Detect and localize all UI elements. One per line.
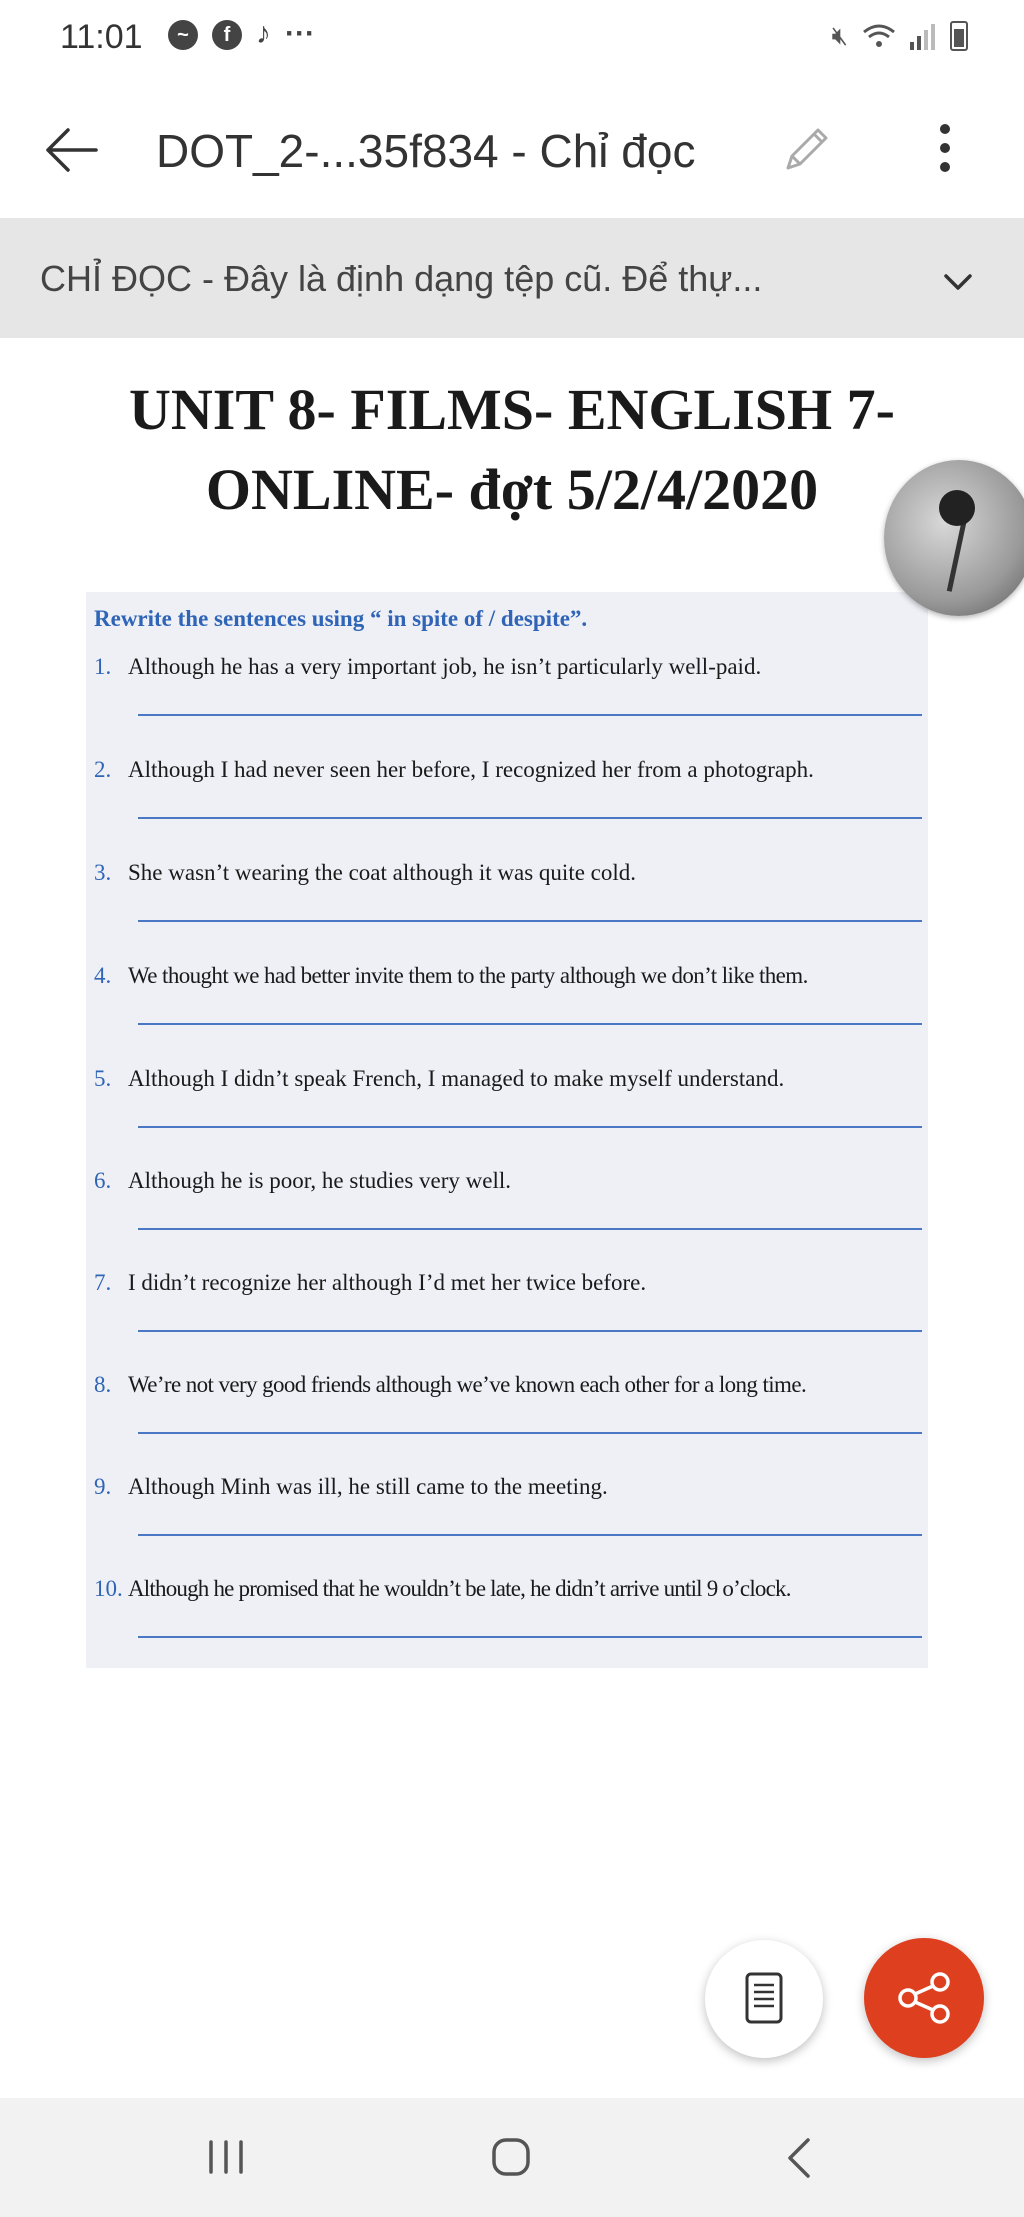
- share-button[interactable]: [864, 1938, 984, 2058]
- worksheet-instruction: Rewrite the sentences using “ in spite of / despite”.: [94, 606, 588, 631]
- answer-line: [138, 714, 922, 716]
- answer-line: [138, 1126, 922, 1128]
- avatar[interactable]: [884, 460, 1024, 616]
- exercise-text: Although he promised that he wouldn’t be late, he didn’t arrive until 9 o’clock.: [128, 1576, 791, 1601]
- back-arrow-icon[interactable]: [40, 120, 100, 180]
- worksheet-image: [86, 592, 928, 1668]
- exercise-number: 9.: [94, 1474, 112, 1499]
- exercise-number: 4.: [94, 963, 112, 988]
- read-only-banner[interactable]: [0, 218, 1024, 338]
- nav-back-icon[interactable]: [784, 2136, 814, 2180]
- answer-line: [138, 1432, 922, 1434]
- exercise-item: [94, 860, 924, 886]
- exercise-number: 1.: [94, 654, 112, 679]
- share-icon: [864, 1938, 984, 2058]
- status-notification-icons: [168, 17, 315, 50]
- exercise-item: [94, 1474, 924, 1500]
- exercise-number: 8.: [94, 1372, 112, 1397]
- exercise-text: Although Minh was ill, he still came to the meeting.: [128, 1474, 608, 1499]
- tiktok-icon: ♪: [256, 17, 271, 50]
- exercise-number: 6.: [94, 1168, 112, 1193]
- document-icon: [705, 1940, 823, 2058]
- exercise-text: She wasn’t wearing the coat although it was quite cold.: [128, 860, 637, 885]
- chevron-down-icon[interactable]: [938, 266, 978, 296]
- page-title-line1: UNIT 8- FILMS- ENGLISH 7-: [129, 377, 895, 442]
- system-navigation-bar: [0, 2098, 1024, 2217]
- exercise-text: We thought we had better invite them to the party although we don’t like them.: [128, 963, 808, 988]
- status-time: 11:01: [60, 18, 143, 56]
- exercise-item: [94, 1066, 924, 1092]
- status-bar: [0, 0, 1024, 80]
- answer-line: [138, 1636, 922, 1638]
- home-icon[interactable]: [490, 2136, 532, 2178]
- exercise-number: 10.: [94, 1576, 123, 1601]
- exercise-text: Although he has a very important job, he isn’t particularly well-paid.: [128, 654, 762, 679]
- exercise-text: Although I didn’t speak French, I managed to make myself understand.: [128, 1066, 785, 1091]
- page-title-line2: ONLINE- đợt 5/2/4/2020: [205, 457, 819, 522]
- mute-icon: 🔇︎: [831, 20, 848, 50]
- pencil-edit-icon[interactable]: [776, 120, 836, 180]
- exercise-item: [94, 1576, 924, 1602]
- battery-icon: [950, 21, 968, 51]
- exercise-item: [94, 1270, 924, 1296]
- status-system-icons: [832, 20, 968, 52]
- exercise-number: 2.: [94, 757, 112, 782]
- answer-line: [138, 1228, 922, 1230]
- signal-icon: [910, 22, 936, 50]
- wifi-icon: [862, 22, 896, 50]
- exercise-item: [94, 1168, 924, 1194]
- recent-apps-icon[interactable]: [205, 2140, 247, 2174]
- messenger-icon: ~: [168, 20, 198, 50]
- document-title: DOT_2-...35f834 - Chỉ đọc: [156, 125, 696, 177]
- exercise-text: Although he is poor, he studies very well.: [128, 1168, 511, 1193]
- answer-line: [138, 1534, 922, 1536]
- exercise-item: [94, 757, 924, 783]
- exercise-text: I didn’t recognize her although I’d met her twice before.: [128, 1270, 647, 1295]
- answer-line: [138, 920, 922, 922]
- answer-line: [138, 1330, 922, 1332]
- banner-text: CHỈ ĐỌC - Đây là định dạng tệp cũ. Để thự...: [40, 258, 763, 299]
- exercise-number: 5.: [94, 1066, 112, 1091]
- exercise-number: 3.: [94, 860, 112, 885]
- exercise-item: [94, 654, 924, 680]
- exercise-number: 7.: [94, 1270, 112, 1295]
- answer-line: [138, 817, 922, 819]
- more-options-icon[interactable]: [930, 118, 960, 182]
- page-view-button[interactable]: [705, 1940, 823, 2058]
- facebook-icon: f: [212, 20, 242, 50]
- answer-line: [138, 1023, 922, 1025]
- exercise-text: Although I had never seen her before, I recognized her from a photograph.: [128, 757, 814, 782]
- more-notifications: ···: [285, 17, 315, 50]
- exercise-item: [94, 963, 924, 989]
- app-bar: [0, 80, 1024, 218]
- exercise-text: We’re not very good friends although we’ve known each other for a long time.: [128, 1372, 807, 1397]
- page-title: [40, 370, 984, 530]
- exercise-item: [94, 1372, 924, 1398]
